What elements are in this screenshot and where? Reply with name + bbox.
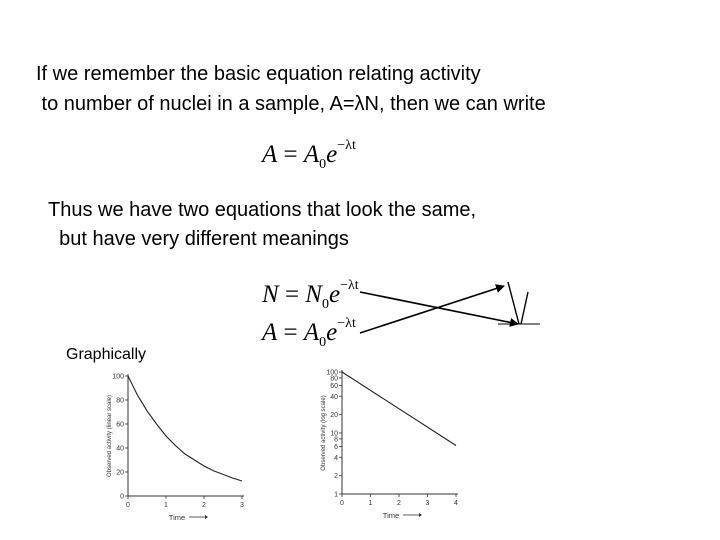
intro-line-1: If we remember the basic equation relating activity <box>36 63 481 85</box>
x-tick-label: 3 <box>425 500 430 507</box>
y-tick-label: 2 <box>334 473 338 481</box>
eqa-exp-base: e <box>326 319 338 346</box>
y-tick-label: 1 <box>334 491 338 499</box>
eqa-subscript: 0 <box>319 335 327 350</box>
x-tick-label: 1 <box>164 502 168 509</box>
eq1-equals: = <box>277 141 304 168</box>
eq1-exponent: −λt <box>337 138 356 153</box>
x-tick-label: 1 <box>368 500 373 507</box>
y-tick-label: 40 <box>116 445 124 453</box>
y-axis-label: Observed activity (linear scale) <box>107 394 113 478</box>
eqn-exponent: −λt <box>340 278 359 293</box>
x-tick-label: 3 <box>240 502 244 509</box>
eqn-exp-base: e <box>328 281 341 308</box>
eq1-lhs: A <box>262 141 278 168</box>
eqa-lhs: A <box>262 319 278 346</box>
y-tick-label: 100 <box>326 369 338 377</box>
intro-line-2: to number of nuclei in a sample, A=λN, then we can write <box>36 93 546 115</box>
y-tick-label: 8 <box>334 436 338 444</box>
y-tick-label: 20 <box>116 469 124 477</box>
eqa-base: A <box>303 319 320 346</box>
thus-line-1: Thus we have two equations that look the same, <box>48 199 477 221</box>
eqa-exponent: −λt <box>337 316 356 331</box>
y-tick-label: 20 <box>330 412 338 420</box>
chart-log-decay <box>308 362 476 528</box>
x-tick-label: 0 <box>126 502 130 509</box>
x-tick-label: 0 <box>340 500 344 507</box>
chart-linear-decay <box>100 366 260 526</box>
eqn-base: N <box>305 281 322 308</box>
eqn-equals: = <box>278 281 306 308</box>
x-tick-label: 2 <box>202 502 206 509</box>
series-line <box>342 372 456 446</box>
thus-line-2: but have very different meanings <box>48 228 349 250</box>
eqn-subscript: 0 <box>321 297 329 312</box>
y-tick-label: 80 <box>330 375 338 383</box>
y-axis-label: Observed activity (log scale) <box>321 395 327 471</box>
graphically-label: Graphically <box>66 346 147 363</box>
arrow-stem-left <box>508 282 519 324</box>
eq1-subscript: 0 <box>319 157 327 172</box>
y-tick-label: 10 <box>330 430 338 438</box>
eq1-base: A <box>303 141 320 168</box>
y-tick-label: 60 <box>330 383 338 391</box>
x-axis-label: Time <box>168 513 186 522</box>
arrow-activity-to-graph <box>360 286 504 333</box>
x-tick-label: 4 <box>454 500 458 507</box>
arrow-stem-right <box>521 292 528 324</box>
y-tick-label: 40 <box>330 393 338 401</box>
x-tick-label: 2 <box>397 500 401 507</box>
y-tick-label: 60 <box>116 421 124 429</box>
eqa-equals: = <box>277 319 304 346</box>
eq1-exp-base: e <box>326 141 338 168</box>
y-tick-label: 6 <box>334 444 338 452</box>
y-tick-label: 80 <box>116 397 124 405</box>
y-tick-label: 0 <box>120 493 124 501</box>
eqn-lhs: N <box>262 281 279 308</box>
series-line <box>128 376 242 481</box>
y-tick-label: 100 <box>112 373 124 381</box>
x-axis-arrowhead <box>205 515 208 519</box>
y-tick-label: 4 <box>334 454 338 462</box>
x-axis-label: Time <box>382 511 400 520</box>
x-axis-arrowhead <box>419 513 422 517</box>
